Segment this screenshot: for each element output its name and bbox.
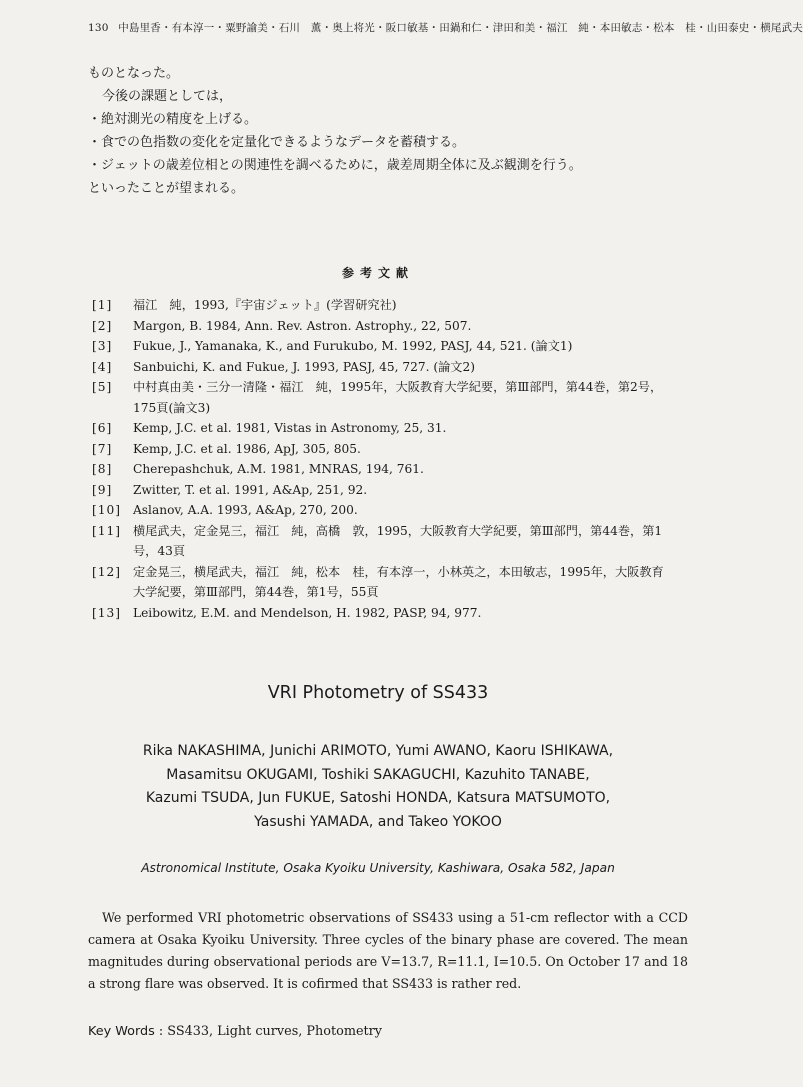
reference-text: 横尾武夫，定金晃三，福江 純，高橋 敦，1995，大阪教育大学紀要，第Ⅲ部門，第44巻，第1号，43頁	[133, 523, 663, 558]
keywords	[88, 1024, 688, 1039]
reference-item	[92, 357, 672, 378]
reference-number: [11]	[92, 523, 122, 538]
reference-number: [4]	[92, 359, 113, 374]
page-number: 130	[88, 22, 109, 34]
abstract: We performed VRI photometric observations of SS433 using a 51-cm reflector with a CCD camera at Osaka Kyoiku University. Three cycles of the binary phase are covered. The mean magnitudes during observational periods are V=13.7, R=11.1, I=10.5. On October 17 and 18 a strong flare was observed. It is cofirmed that SS433 is rather red.	[88, 910, 688, 991]
reference-text: Aslanov, A.A. 1993, A&Ap, 270, 200.	[133, 503, 358, 517]
references-list	[92, 295, 672, 623]
reference-text: Zwitter, T. et al. 1991, A&Ap, 251, 92.	[133, 482, 368, 497]
reference-text: Margon, B. 1984, Ann. Rev. Astron. Astrophy., 22, 507.	[133, 318, 472, 333]
reference-number: [2]	[92, 318, 113, 333]
reference-text: Fukue, J., Yamanaka, K., and Furukubo, M. 1992, PASJ, 44, 521. (論文1)	[133, 339, 573, 353]
reference-item	[92, 377, 672, 418]
reference-number: [5]	[92, 380, 113, 394]
reference-text: Kemp, J.C. et al. 1981, Vistas in Astronomy, 25, 31.	[133, 421, 447, 435]
author-line: Yasushi YAMADA, and Takeo YOKOO	[254, 813, 502, 830]
intro-text	[88, 62, 688, 200]
reference-number: [6]	[92, 421, 113, 435]
reference-number: [1]	[92, 298, 113, 312]
keywords-text: : SS433, Light curves, Photometry	[158, 1024, 383, 1039]
keywords-label: Key Words	[88, 1024, 155, 1039]
reference-item	[92, 500, 672, 521]
reference-number: [9]	[92, 482, 113, 497]
author-line: Kazumi TSUDA, Jun FUKUE, Satoshi HONDA, Katsura MATSUMOTO,	[145, 790, 611, 806]
intro-line: 今後の課題としては，	[102, 89, 233, 104]
reference-item	[92, 295, 672, 316]
affiliation: Astronomical Institute, Osaka Kyoiku University, Kashiwara, Osaka 582, Japan	[141, 861, 615, 875]
english-title: VRI Photometry of SS433	[267, 683, 489, 703]
references-heading: 参考文献	[341, 266, 414, 280]
reference-text: 中村真由美・三分一清隆・福江 純，1995年，大阪教育大学紀要，第Ⅲ部門，第44巻，第2号，175頁(論文3)	[133, 380, 663, 415]
reference-item	[92, 459, 672, 480]
author-list	[78, 740, 678, 834]
reference-item	[92, 316, 672, 337]
running-head	[88, 20, 803, 35]
reference-item	[92, 480, 672, 501]
reference-number: [10]	[92, 503, 122, 517]
intro-line: といったことが望まれる。	[88, 181, 245, 196]
reference-item	[92, 418, 672, 439]
intro-bullet: ・ジェットの歳差位相との関連性を調べるために，歳差周期全体に及ぶ観測を行う。	[88, 158, 582, 173]
reference-text: 定金晃三，横尾武夫，福江 純，松本 桂，有本淳一，小林英之，本田敏志，1995年，大阪教育大学紀要，第Ⅲ部門，第44巻，第1号，55頁	[133, 564, 664, 599]
author-line: Masamitsu OKUGAMI, Toshiki SAKAGUCHI, Kazuhito TANABE,	[166, 766, 590, 783]
reference-text: Kemp, J.C. et al. 1986, ApJ, 305, 805.	[133, 441, 361, 456]
reference-item	[92, 603, 672, 624]
reference-text: Cherepashchuk, A.M. 1981, MNRAS, 194, 761.	[133, 462, 424, 476]
reference-number: [12]	[92, 564, 122, 579]
running-head-authors: 中島里香・有本淳一・粟野諭美・石川 薫・奥上将光・阪口敏基・田鍋和仁・津田和美・福江 純・本田敏志・松本 桂・山田泰史・横尾武夫	[118, 22, 803, 34]
reference-item	[92, 562, 672, 603]
reference-text: Leibowitz, E.M. and Mendelson, H. 1982, PASP, 94, 977.	[133, 605, 482, 620]
intro-bullet: ・絶対測光の精度を上げる。	[88, 112, 258, 127]
reference-item	[92, 336, 672, 357]
intro-line: ものとなった。	[88, 66, 180, 81]
reference-text: Sanbuichi, K. and Fukue, J. 1993, PASJ, 45, 727. (論文2)	[133, 359, 475, 374]
intro-bullet: ・食での色指数の変化を定量化できるようなデータを蓄積する。	[88, 135, 466, 150]
reference-number: [7]	[92, 441, 113, 456]
reference-item	[92, 521, 672, 562]
reference-text: 福江 純，1993,『宇宙ジェット』(学習研究社)	[133, 298, 397, 312]
author-line: Rika NAKASHIMA, Junichi ARIMOTO, Yumi AWANO, Kaoru ISHIKAWA,	[142, 743, 614, 759]
reference-number: [8]	[92, 462, 113, 476]
reference-number: [3]	[92, 339, 113, 353]
reference-item	[92, 439, 672, 460]
reference-number: [13]	[92, 605, 122, 620]
